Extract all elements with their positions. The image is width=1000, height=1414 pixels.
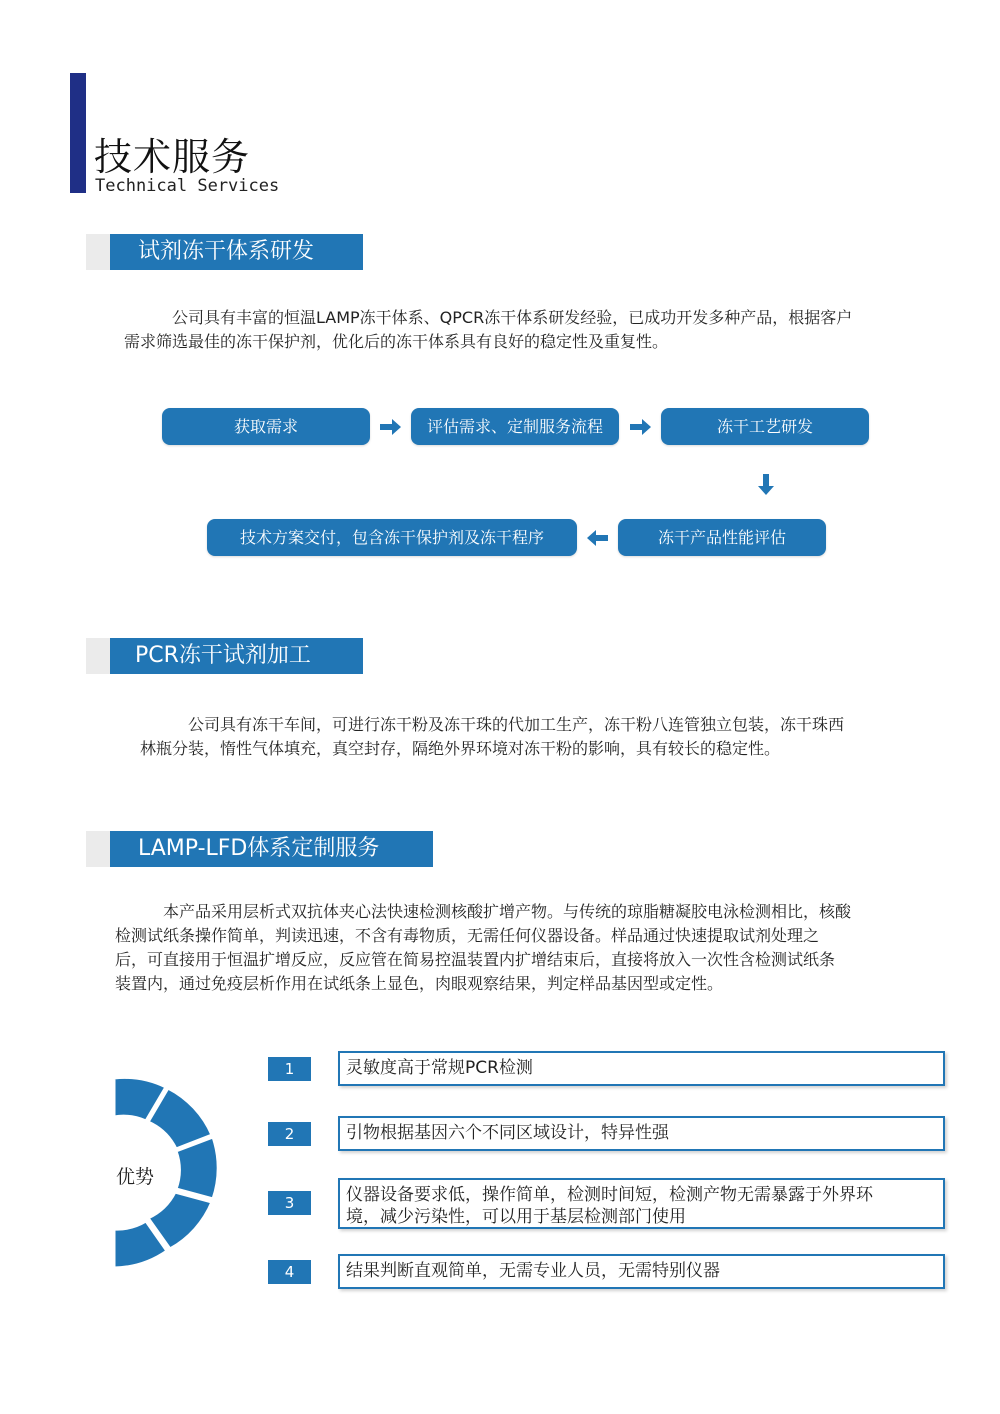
- arrow-right-icon: [630, 418, 652, 436]
- flow-step-process-development: 冻干工艺研发: [661, 408, 869, 445]
- advantage-text: 仪器设备要求低，操作简单，检测时间短，检测产物无需暴露于外界环: [346, 1185, 873, 1205]
- title-accent-bar: [70, 73, 86, 193]
- section-heading-reagent-freeze-dry: 试剂冻干体系研发: [110, 234, 363, 270]
- flow-step-get-requirements: 获取需求: [162, 408, 370, 445]
- arrow-right-icon: [380, 418, 402, 436]
- flow-step-performance-evaluation: 冻干产品性能评估: [618, 519, 826, 556]
- paragraph-line: 公司具有丰富的恒温LAMP冻干体系、QPCR冻干体系研发经验，已成功开发多种产品，根据客户: [124, 308, 853, 327]
- advantage-number: 3: [268, 1191, 311, 1215]
- paragraph-line: 需求筛选最佳的冻干保护剂，优化后的冻干体系具有良好的稳定性及重复性。: [124, 332, 669, 351]
- paragraph-line: 公司具有冻干车间，可进行冻干粉及冻干珠的代加工生产，冻干粉八连管独立包装，冻干珠西: [140, 715, 845, 734]
- flow-step-solution-delivery: 技术方案交付，包含冻干保护剂及冻干程序: [207, 519, 577, 556]
- section-heading-pcr-processing: PCR冻干试剂加工: [110, 638, 363, 674]
- advantage-item: [338, 1116, 945, 1151]
- page-subtitle: Technical Services: [95, 176, 280, 196]
- paragraph-line: 装置内，通过免疫层析作用在试纸条上显色，肉眼观察结果，判定样品基因型或定性。: [115, 974, 724, 993]
- paragraph-line: 本产品采用层析式双抗体夹心法快速检测核酸扩增产物。与传统的琼脂糖凝胶电泳检测相比，核酸: [115, 902, 852, 921]
- arrow-left-icon: [586, 529, 608, 547]
- paragraph-line: 林瓶分装，惰性气体填充，真空封存，隔绝外界环境对冻干粉的影响，具有较长的稳定性。: [140, 739, 781, 758]
- advantage-text: 结果判断直观简单，无需专业人员，无需特别仪器: [346, 1261, 720, 1281]
- advantage-number: 2: [268, 1122, 311, 1146]
- advantage-item: [338, 1051, 945, 1086]
- paragraph-line: 后，可直接用于恒温扩增反应，反应管在简易控温装置内扩增结束后，直接将放入一次性含检测试纸条: [115, 950, 836, 969]
- advantage-text: 灵敏度高于常规PCR检测: [346, 1058, 533, 1078]
- section-paragraph-reagent-freeze-dry: [124, 306, 944, 354]
- arrow-down-icon: [757, 474, 775, 496]
- advantage-item: [338, 1254, 945, 1289]
- advantage-number: 1: [268, 1057, 311, 1081]
- advantage-item: [338, 1178, 945, 1229]
- section-paragraph-lamp-lfd: [115, 900, 955, 996]
- advantage-text: 境，减少污染性，可以用于基层检测部门使用: [346, 1207, 686, 1227]
- section-paragraph-pcr-processing: [140, 713, 950, 761]
- advantage-number: 4: [268, 1260, 311, 1284]
- page-title: 技术服务: [94, 135, 251, 179]
- paragraph-line: 检测试纸条操作简单，判读迅速，不含有毒物质，无需任何仪器设备。样品通过快速提取试剂处理之: [115, 926, 820, 945]
- section-heading-lamp-lfd: LAMP-LFD体系定制服务: [110, 831, 433, 867]
- advantage-text: 引物根据基因六个不同区域设计，特异性强: [346, 1123, 669, 1143]
- flow-step-evaluate-requirements: 评估需求、定制服务流程: [411, 408, 619, 445]
- advantages-label: 优势: [116, 1166, 155, 1188]
